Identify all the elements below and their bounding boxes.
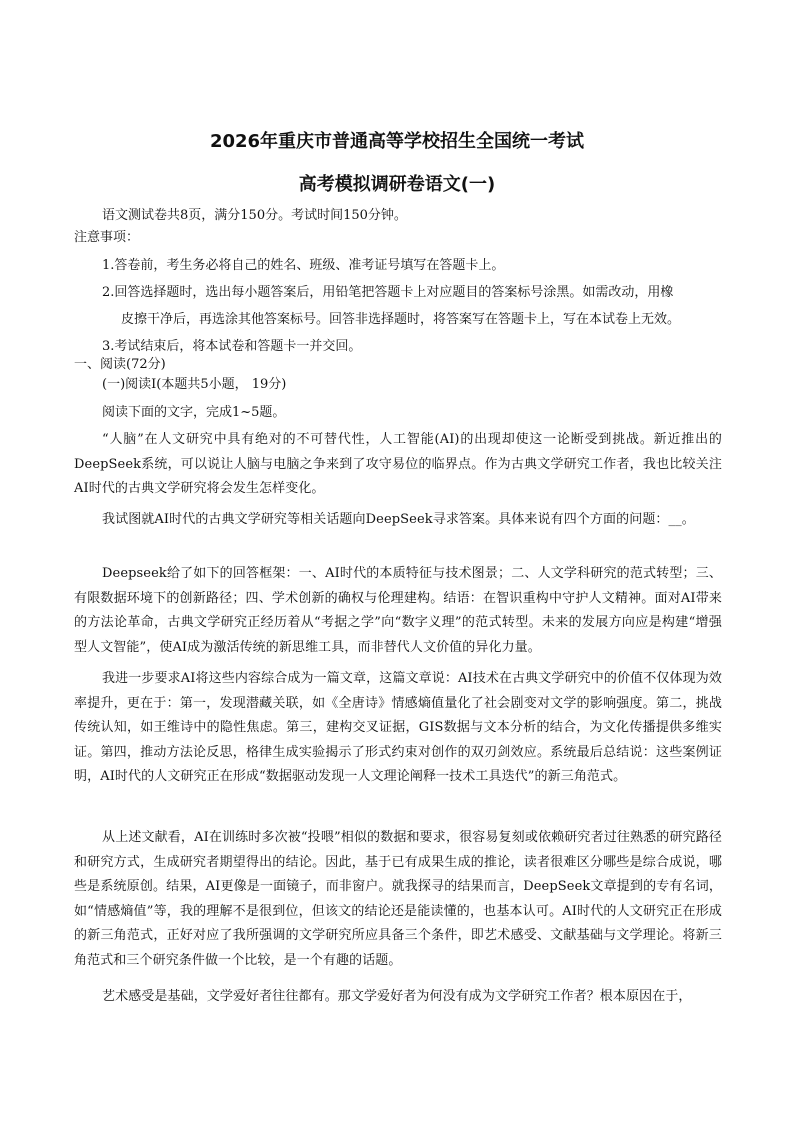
article-paragraph-2 bbox=[74, 508, 722, 533]
paragraph-text: “人脑”在人文研究中具有绝对的不可替代性，人工智能(AI)的出现却使这一论断受到挑战。新近推出的DeepSeek系统，可以说让人脑与电脑之争来到了攻守易位的临界点。作为古典文学研究工作者，我也比较关注AI时代的古典文学研究将会发生怎样变化。 bbox=[74, 432, 722, 497]
paragraph-text: 我试图就AI时代的古典文学研究等相关话题向DeepSeek寻求答案。具体来说有四个方面的问题：__。 bbox=[102, 512, 695, 527]
paragraph-text: 我进一步要求AI将这些内容综合成为一篇文章，这篇文章说：AI技术在古典文学研究中的价值不仅体现为效率提升，更在于：第一，发现潜藏关联，如《全唐诗》情感熵值量化了社会剧变对文学的影响强度。第二，挑战传统认知，如王维诗中的隐性焦虑。第三，建构交叉证据，GIS数据与文本分析的结合，为文化传播提供多维实证。第四，推动方法论反思，格律生成实验揭示了形式约束对创作的双刃剑效应。系统最后总结说：这些案例证明，AI时代的人文研究正在形成“数据驱动发现一人文理论阐释一技术工具迭代”的新三角范式。 bbox=[74, 671, 722, 785]
notice-heading: 注意事项： bbox=[74, 230, 140, 245]
article-paragraph-1 bbox=[74, 428, 722, 502]
notice-item-2: 2.回答选择题时，选出每小题答案后，用铅笔把答题卡上对应题目的答案标号涂黑。如需改动，用橡 bbox=[102, 285, 674, 300]
notice-item-3: 3.考试结束后，将本试卷和答题卡一并交回。 bbox=[102, 339, 362, 354]
exam-subtitle: 高考模拟调研卷语文(一) bbox=[298, 174, 496, 195]
paragraph-text: Deepseek给了如下的回答框架：一、AI时代的本质特征与技术图景；二、人文学科研究的范式转型；三、有限数据环境下的创新路径；四、学术创新的确权与伦理建构。结语：在智识重构中守护人文精神。面对AI带来的方法论革命，古典文学研究正经历着从“考据之学”向“数字义理”的范式转型。未来的发展方向应是构建“增强型人文智能”，使AI成为激活传统的新思维工具，而非替代人文价值的异化力量。 bbox=[74, 566, 722, 655]
article-paragraph-5 bbox=[74, 826, 722, 974]
section-heading: 一、阅读(72分) bbox=[74, 357, 166, 372]
article-paragraph-4 bbox=[74, 667, 722, 790]
exam-title: 2026年重庆市普通高等学校招生全国统一考试 bbox=[209, 131, 585, 152]
paragraph-text: 从上述文献看，AI在训练时多次被“投喂”相似的数据和要求，很容易复刻或依赖研究者过往熟悉的研究路径和研究方式，生成研究者期望得出的结论。因此，基于已有成果生成的推论，读者很难区分哪些是综合成说，哪些是系统原创。结果，AI更像是一面镜子，而非窗户。就我探寻的结果而言，DeepSeek文章提到的专有名词，如“情感熵值”等，我的理解不是很到位，但该文的结论还是能读懂的，也基本认可。AI时代的人文研究正在形成的新三角范式，正好对应了我所强调的文学研究所应具备三个条件，即艺术感受、文献基础与文学理论。将新三角范式和三个研究条件做一个比较，是一个有趣的话题。 bbox=[74, 830, 722, 968]
notice-item-2-cont: 皮擦干净后，再选涂其他答案标号。回答非选择题时，将答案写在答题卡上，写在本试卷上无效。 bbox=[121, 312, 681, 327]
article-paragraph-3 bbox=[74, 562, 722, 660]
reading-instruction: 阅读下面的文字，完成1~5题。 bbox=[102, 405, 286, 420]
subsection-heading: (一)阅读Ⅰ(本题共5小题， 19分) bbox=[102, 377, 287, 392]
exam-intro: 语文测试卷共8页，满分150分。考试时间150分钟。 bbox=[102, 208, 407, 223]
notice-item-1: 1.答卷前，考生务必将自己的姓名、班级、准考证号填写在答题卡上。 bbox=[102, 258, 505, 273]
article-paragraph-6 bbox=[74, 985, 722, 1010]
paragraph-text: 艺术感受是基础，文学爱好者往往都有。那文学爱好者为何没有成为文学研究工作者？根本原因在于， bbox=[102, 989, 692, 1004]
